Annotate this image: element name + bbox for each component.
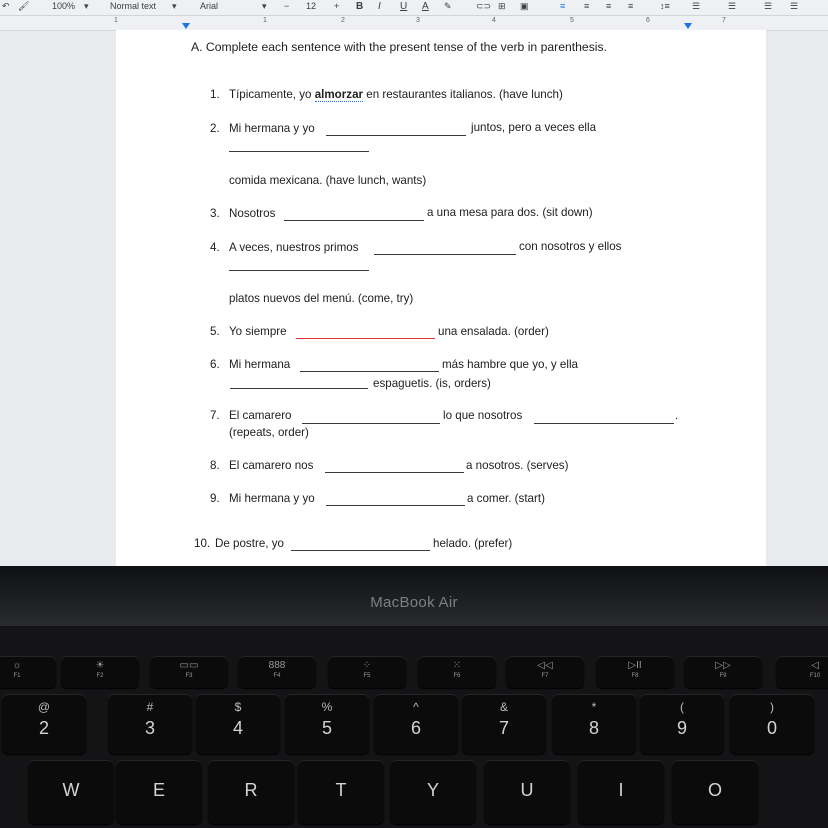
line-spacing-icon[interactable]: ↕≡ [660, 1, 670, 11]
ruler [0, 16, 828, 31]
font-size-decrease-button[interactable]: − [284, 1, 290, 11]
zoom-select[interactable]: 100% [52, 1, 76, 11]
number-key[interactable] [730, 694, 814, 754]
sentence-7-text-a: El camarero [229, 409, 292, 422]
letter-key-label: U [520, 780, 534, 800]
sentence-7-number: 7. [210, 409, 220, 422]
align-left-icon[interactable]: ≡ [560, 1, 566, 11]
function-key-icon: ▷II [628, 660, 642, 671]
function-key[interactable] [238, 656, 316, 688]
function-key[interactable] [328, 656, 406, 688]
laptop-brand-label: MacBook Air [370, 594, 458, 611]
italic-button[interactable]: I [378, 1, 381, 12]
indent-icon[interactable]: ☰ [790, 1, 799, 11]
sentence-9-number: 9. [210, 492, 220, 505]
sentence-5-text-a: Yo siempre [229, 325, 287, 338]
ruler-mark: 1 [114, 17, 118, 24]
sentence-1-text-start: Típicamente, yo [229, 88, 315, 101]
sentence-2-number: 2. [210, 122, 220, 135]
function-key-icon: ☼ [12, 660, 22, 671]
function-key[interactable] [61, 656, 139, 688]
letter-key[interactable] [208, 760, 294, 824]
numbered-list-icon[interactable]: ☰ [764, 1, 773, 11]
paint-format-icon[interactable]: 🖌 [18, 1, 30, 11]
function-key[interactable] [684, 656, 762, 688]
number-key-symbol: * [591, 700, 597, 714]
ruler-mark: 6 [646, 17, 650, 24]
ruler-mark: 5 [570, 17, 574, 24]
number-key-symbol: ^ [413, 700, 419, 714]
letter-key[interactable] [390, 760, 476, 824]
sentence-8-text-a: El camarero nos [229, 459, 314, 472]
sentence-5-number: 5. [210, 325, 220, 338]
answer-blank[interactable] [534, 423, 674, 424]
sentence-8-text-b: a nosotros. (serves) [466, 459, 569, 472]
function-key[interactable] [776, 656, 828, 688]
ruler-mark: 4 [492, 17, 496, 24]
sentence-3-number: 3. [210, 207, 220, 220]
function-key-label: F7 [541, 673, 549, 679]
sentence-4-number: 4. [210, 241, 220, 254]
letter-key[interactable] [578, 760, 664, 824]
number-key-digit: 0 [766, 718, 777, 738]
number-key-digit: 4 [232, 718, 243, 738]
number-key[interactable] [640, 694, 724, 754]
function-key-icon: ⁙ [452, 660, 462, 671]
function-key[interactable] [0, 656, 56, 688]
letter-key[interactable] [116, 760, 202, 824]
function-key-icon: ▷▷ [715, 660, 731, 671]
sentence-5-text-b: una ensalada. (order) [438, 325, 549, 338]
align-center-icon[interactable]: ≡ [584, 1, 590, 11]
answer-blank[interactable] [296, 338, 435, 339]
sentence-10-text-b: helado. (prefer) [433, 537, 513, 550]
answer-blank[interactable] [374, 254, 516, 255]
number-key-digit: 7 [498, 718, 509, 738]
number-key-symbol: # [146, 700, 154, 714]
number-key-digit: 8 [588, 718, 599, 738]
letter-key[interactable] [484, 760, 570, 824]
sentence-4-text-c: platos nuevos del menú. (come, try) [229, 292, 414, 305]
letter-key-label: E [152, 780, 165, 800]
sentence-1-text-end: en restaurantes italianos. (have lunch) [363, 88, 563, 101]
number-key-digit: 3 [144, 718, 155, 738]
function-key-icon: 888 [268, 660, 286, 671]
answer-blank[interactable] [229, 270, 369, 271]
text-color-button[interactable]: A [422, 1, 429, 12]
letter-key-label: W [62, 780, 80, 800]
sentence-1 [229, 88, 563, 101]
answer-blank[interactable] [326, 505, 465, 506]
sentence-2-text-a: Mi hermana y yo [229, 122, 315, 135]
sentence-4-text-a: A veces, nuestros primos [229, 241, 359, 254]
letter-key-label: R [244, 780, 258, 800]
number-key-symbol: ) [770, 700, 774, 714]
link-icon[interactable]: ⊂⊃ [476, 1, 492, 11]
number-key[interactable] [196, 694, 280, 754]
sentence-1-answer: almorzar [314, 88, 364, 101]
left-indent-marker-icon[interactable] [182, 23, 190, 29]
number-key[interactable] [285, 694, 369, 754]
number-key-digit: 2 [38, 718, 49, 738]
sentence-9-text-a: Mi hermana y yo [229, 492, 315, 505]
document-page[interactable] [116, 30, 766, 566]
letter-key[interactable] [672, 760, 758, 824]
exercise-heading: A. Complete each sentence with the present tense of the verb in parenthesis. [191, 40, 607, 54]
function-key-icon: ⁘ [362, 660, 372, 671]
letter-key[interactable] [298, 760, 384, 824]
style-select[interactable]: Normal text [110, 1, 157, 11]
letter-key-label: O [707, 780, 722, 800]
sentence-2-text-c: comida mexicana. (have lunch, wants) [229, 174, 427, 187]
align-right-icon[interactable]: ≡ [606, 1, 612, 11]
answer-blank[interactable] [229, 151, 369, 152]
number-key-digit: 5 [321, 718, 332, 738]
function-key[interactable] [150, 656, 228, 688]
sentence-1-number: 1. [210, 88, 220, 101]
answer-blank[interactable] [284, 220, 424, 221]
function-key-label: F3 [185, 673, 193, 679]
letter-key-label: Y [426, 780, 439, 800]
function-key-label: F5 [363, 673, 371, 679]
keyboard-deck [0, 626, 828, 828]
answer-blank[interactable] [302, 423, 440, 424]
number-key[interactable] [108, 694, 192, 754]
number-key[interactable] [462, 694, 546, 754]
function-key-label: F4 [273, 673, 281, 679]
sentence-10-number: 10. [194, 537, 211, 550]
number-key-symbol: % [321, 700, 333, 714]
bold-button[interactable]: B [356, 1, 364, 12]
function-key-icon: ◁◁ [537, 660, 553, 671]
ruler-mark: 3 [416, 17, 420, 24]
bullet-list-icon[interactable]: ☰ [728, 1, 737, 11]
checklist-icon[interactable]: ☰ [692, 1, 701, 11]
function-key[interactable] [596, 656, 674, 688]
function-key[interactable] [418, 656, 496, 688]
ruler-mark: 2 [341, 17, 345, 24]
sentence-2-text-b: juntos, pero a veces ella [471, 121, 597, 134]
number-key-digit: 9 [676, 718, 687, 738]
right-indent-marker-icon[interactable] [684, 23, 692, 29]
font-size-increase-button[interactable]: + [334, 1, 340, 11]
undo-icon[interactable]: ↶ [2, 1, 10, 11]
function-key-icon: ☀ [95, 660, 105, 671]
sentence-8-number: 8. [210, 459, 220, 472]
number-key[interactable] [2, 694, 86, 754]
highlight-icon[interactable]: ✎ [444, 1, 452, 11]
sentence-6-number: 6. [210, 358, 220, 371]
sentence-7-text-c: (repeats, order) [229, 426, 309, 439]
comment-icon[interactable]: ⊞ [498, 1, 506, 11]
number-key-symbol: @ [37, 700, 51, 714]
zoom-dropdown-icon[interactable]: ▾ [84, 1, 89, 11]
function-key-label: F6 [453, 673, 461, 679]
sentence-7-period: . [675, 409, 679, 422]
sentence-6-text-c: espaguetis. (is, orders) [373, 377, 491, 390]
function-key-label: F10 [809, 673, 821, 679]
answer-blank[interactable] [291, 550, 430, 551]
function-key-icon: ▭▭ [179, 660, 199, 671]
number-key-digit: 6 [410, 718, 421, 738]
function-key-label: F9 [719, 673, 727, 679]
number-key[interactable] [552, 694, 636, 754]
font-size-input[interactable]: 12 [306, 1, 317, 11]
sentence-10-text-a: De postre, yo [215, 537, 284, 550]
number-key[interactable] [374, 694, 458, 754]
font-dropdown-icon[interactable]: ▾ [262, 1, 267, 11]
answer-blank[interactable] [326, 135, 466, 136]
font-select[interactable]: Arial [200, 1, 219, 11]
sentence-3-text-b: a una mesa para dos. (sit down) [427, 206, 593, 219]
underline-button[interactable]: U [400, 1, 408, 12]
number-key-symbol: & [499, 700, 508, 714]
letter-key-label: T [335, 780, 347, 800]
sentence-6-text-b: más hambre que yo, y ella [442, 358, 578, 371]
sentence-7-text-b: lo que nosotros [443, 409, 523, 422]
answer-blank[interactable] [325, 472, 464, 473]
ruler-mark: 7 [722, 17, 726, 24]
function-key[interactable] [506, 656, 584, 688]
letter-key-label: I [618, 780, 624, 800]
sentence-6-text-a: Mi hermana [229, 358, 291, 371]
sentence-9-text-b: a comer. (start) [467, 492, 545, 505]
style-dropdown-icon[interactable]: ▾ [172, 1, 177, 11]
docs-toolbar [0, 0, 828, 16]
sentence-3-text-a: Nosotros [229, 207, 276, 220]
function-key-icon: ◁ [811, 660, 819, 671]
image-icon[interactable]: ▣ [520, 1, 529, 11]
letter-key[interactable] [28, 760, 114, 824]
sentence-4-text-b: con nosotros y ellos [519, 240, 622, 253]
ruler-mark: 1 [263, 17, 267, 24]
number-key-symbol: ( [680, 700, 684, 714]
align-justify-icon[interactable]: ≡ [628, 1, 634, 11]
answer-blank[interactable] [300, 371, 439, 372]
function-key-label: F8 [631, 673, 639, 679]
answer-blank[interactable] [230, 388, 368, 389]
function-key-label: F2 [96, 673, 104, 679]
number-key-symbol: $ [234, 700, 242, 714]
function-key-label: F1 [13, 673, 21, 679]
